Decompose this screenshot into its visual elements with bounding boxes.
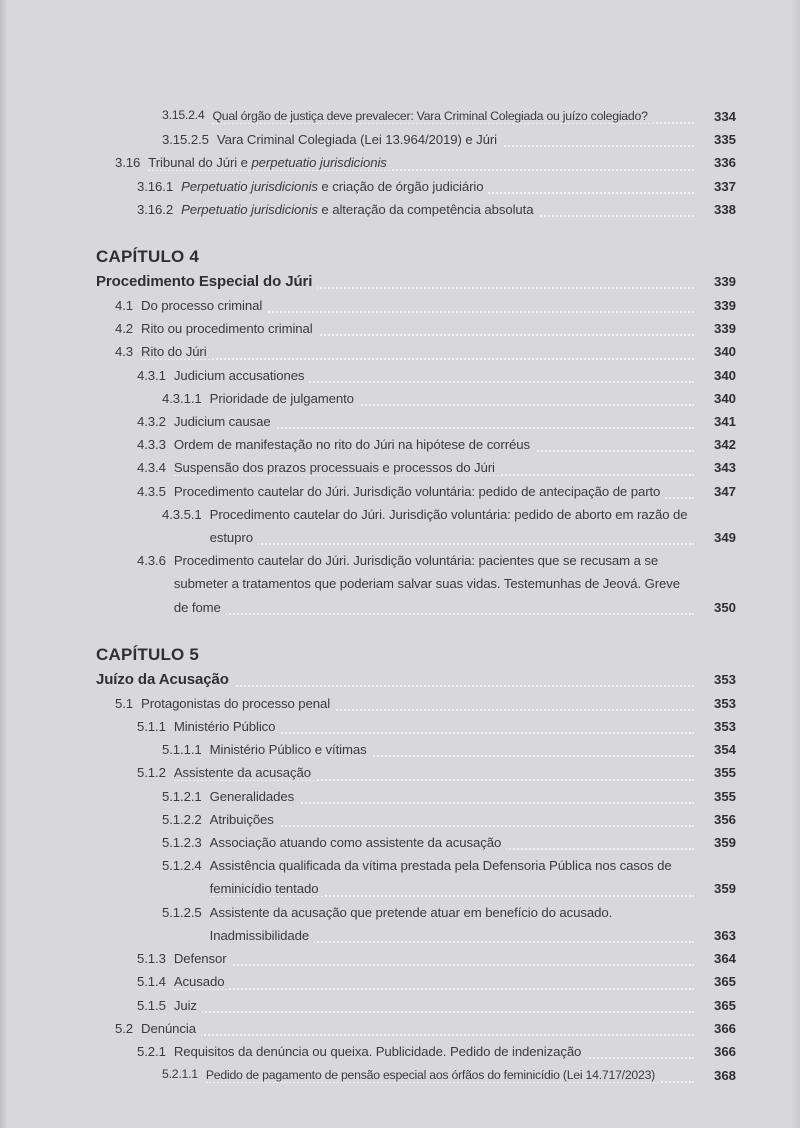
dot-leader xyxy=(174,988,694,990)
toc-entry xyxy=(96,104,736,128)
toc-entry xyxy=(96,947,736,970)
entry-text xyxy=(181,198,694,221)
page-number: 355 xyxy=(713,765,736,781)
toc-entry xyxy=(96,151,736,174)
entry-text-label: Perpetuatio jurisdicionis e criação de órgão judiciário xyxy=(181,179,488,194)
entry-text xyxy=(210,503,694,549)
page-number: 356 xyxy=(713,811,736,827)
page-number: 365 xyxy=(713,974,736,990)
dot-leader xyxy=(174,964,694,966)
entry-text xyxy=(174,761,694,784)
entry-text-label: Juízo da Acusação xyxy=(96,671,234,688)
entry-text xyxy=(174,433,694,456)
page-number: 353 xyxy=(713,671,736,687)
page-number: 364 xyxy=(713,951,736,967)
toc-entry xyxy=(96,480,736,503)
entry-number: 4.3 xyxy=(115,344,134,360)
entry-number: 5.1 xyxy=(115,695,134,711)
entry-text-label: Perpetuatio jurisdicionis e alteração da competência absoluta xyxy=(181,202,538,217)
entry-text-label: Do processo criminal xyxy=(141,298,267,313)
dot-leader xyxy=(174,1011,694,1013)
entry-text-label: Ministério Público e vítimas xyxy=(210,742,372,757)
toc-entry xyxy=(96,785,736,808)
page-edge-right xyxy=(791,0,800,1128)
entry-text xyxy=(141,340,694,363)
entry-text-label: Denúncia xyxy=(141,1021,201,1036)
entry-text-label: Assistência qualificada da vítima prestada pela Defensoria Pública nos casos de feminicídio tentado xyxy=(210,858,677,896)
entry-number: 5.1.1 xyxy=(137,719,166,735)
entry-text-label: Suspensão dos prazos processuais e processos do Júri xyxy=(174,460,500,475)
page-number: 365 xyxy=(713,997,736,1013)
toc-entry xyxy=(96,1017,736,1040)
entry-text-label: Generalidades xyxy=(210,789,299,804)
entry-text xyxy=(174,947,694,970)
page-number: 354 xyxy=(713,742,736,758)
entry-text xyxy=(210,831,694,854)
toc-entry xyxy=(96,1063,736,1087)
page-number: 359 xyxy=(713,881,736,897)
page-number: 347 xyxy=(713,483,736,499)
page-number: 340 xyxy=(713,367,736,383)
entry-text-label: Associação atuando como assistente da acusação xyxy=(210,835,507,850)
page-number: 363 xyxy=(713,927,736,943)
chapter-title xyxy=(96,667,736,692)
entry-text-label: Rito ou procedimento criminal xyxy=(141,321,318,336)
entry-number: 3.16.2 xyxy=(137,201,174,217)
page-number: 337 xyxy=(713,178,736,194)
entry-number: 3.15.2.5 xyxy=(162,132,209,148)
entry-text xyxy=(210,738,694,761)
entry-text xyxy=(174,410,694,433)
dot-leader xyxy=(174,613,694,615)
entry-text-label: Procedimento cautelar do Júri. Jurisdição voluntária: pacientes que se recusam a se submeter a tratamentos que poderiam salvar suas vidas. Testemunhas de Jeová. Greve de fome xyxy=(174,553,685,614)
entry-number: 3.15.2.4 xyxy=(162,108,205,122)
toc-entry xyxy=(96,854,736,900)
toc-entry xyxy=(96,503,736,549)
entry-text xyxy=(141,317,694,340)
page-number: 355 xyxy=(713,788,736,804)
chapter-title xyxy=(96,269,736,294)
entry-text xyxy=(96,667,694,692)
entry-text xyxy=(210,854,694,900)
entry-number: 4.3.3 xyxy=(137,437,166,453)
entry-text-label: Procedimento Especial do Júri xyxy=(96,273,317,290)
toc-entry xyxy=(96,761,736,784)
entry-text xyxy=(181,175,694,198)
entry-number: 5.1.3 xyxy=(137,951,166,967)
page-number: 339 xyxy=(713,274,736,290)
entry-text-label: Prioridade de julgamento xyxy=(210,391,359,406)
entry-text-label: Tribunal do Júri e perpetuatio jurisdicionis xyxy=(148,155,391,170)
entry-number: 5.1.2.4 xyxy=(162,858,202,874)
entry-text xyxy=(206,1063,694,1087)
entry-text xyxy=(174,994,694,1017)
entry-text xyxy=(217,128,694,151)
entry-number: 4.3.1.1 xyxy=(162,390,202,406)
entry-text xyxy=(210,785,694,808)
entry-text xyxy=(174,1040,694,1063)
page-number: 368 xyxy=(713,1068,736,1084)
toc-list xyxy=(96,104,736,1087)
entry-text-label: Judicium causae xyxy=(174,414,276,429)
entry-text-label: Vara Criminal Colegiada (Lei 13.964/2019) e Júri xyxy=(217,132,502,147)
entry-text xyxy=(96,269,694,294)
page-number: 366 xyxy=(713,1043,736,1059)
toc-entry xyxy=(96,198,736,221)
page-number: 340 xyxy=(713,344,736,360)
entry-text-label: Procedimento cautelar do Júri. Jurisdição voluntária: pedido de antecipação de parto xyxy=(174,484,665,499)
entry-number: 3.16.1 xyxy=(137,178,174,194)
page-number: 353 xyxy=(713,719,736,735)
entry-text xyxy=(148,151,694,174)
entry-number: 5.1.2.2 xyxy=(162,811,202,827)
page-number: 349 xyxy=(713,530,736,546)
page-number: 338 xyxy=(713,201,736,217)
toc-entry xyxy=(96,175,736,198)
entry-text xyxy=(174,456,694,479)
toc-entry xyxy=(96,901,736,947)
entry-number: 5.2.1.1 xyxy=(162,1067,198,1082)
toc-entry xyxy=(96,808,736,831)
entry-text-label: Assistente da acusação xyxy=(174,765,316,780)
entry-text xyxy=(174,715,694,738)
dot-leader xyxy=(210,825,694,827)
entry-text-label: Judicium accusationes xyxy=(174,368,310,383)
entry-number: 5.1.2.1 xyxy=(162,788,202,804)
page-number: 340 xyxy=(713,390,736,406)
page-number: 366 xyxy=(713,1020,736,1036)
entry-number: 3.16 xyxy=(115,155,141,171)
entry-number: 5.1.1.1 xyxy=(162,742,202,758)
entry-number: 5.2.1 xyxy=(137,1043,166,1059)
toc-entry xyxy=(96,831,736,854)
entry-text xyxy=(141,692,694,715)
toc-entry xyxy=(96,549,736,619)
toc-entry xyxy=(96,715,736,738)
page-number: 343 xyxy=(713,460,736,476)
entry-number: 4.3.5.1 xyxy=(162,506,202,522)
toc-entry xyxy=(96,433,736,456)
entry-text-label: Requisitos da denúncia ou queixa. Publicidade. Pedido de indenização xyxy=(174,1044,586,1059)
page-number: 342 xyxy=(713,437,736,453)
toc-entry xyxy=(96,364,736,387)
entry-text-label: Juiz xyxy=(174,998,202,1013)
entry-text-label: Rito do Júri xyxy=(141,344,212,359)
page-number: 336 xyxy=(713,155,736,171)
entry-number: 4.3.4 xyxy=(137,460,166,476)
toc-entry xyxy=(96,340,736,363)
entry-number: 4.1 xyxy=(115,298,134,314)
toc-entry xyxy=(96,410,736,433)
entry-number: 5.1.4 xyxy=(137,974,166,990)
toc-entry xyxy=(96,294,736,317)
dot-leader xyxy=(210,543,694,545)
page-number: 359 xyxy=(713,835,736,851)
entry-number: 4.3.1 xyxy=(137,367,166,383)
entry-text-label: Pedido de pagamento de pensão especial aos órfãos do feminicídio (Lei 14.717/2023) xyxy=(206,1068,660,1082)
entry-text-label: Ministério Público xyxy=(174,719,281,734)
entry-text-label: Procedimento cautelar do Júri. Jurisdição voluntária: pedido de aborto em razão de estupro xyxy=(210,507,693,545)
toc-entry xyxy=(96,387,736,410)
entry-text xyxy=(174,970,694,993)
toc-entry xyxy=(96,1040,736,1063)
page-number: 335 xyxy=(713,132,736,148)
dot-leader xyxy=(141,1034,694,1036)
chapter-heading: CAPÍTULO 4 xyxy=(96,247,200,267)
entry-number: 5.2 xyxy=(115,1020,134,1036)
entry-text-label: Protagonistas do processo penal xyxy=(141,696,335,711)
page-number: 334 xyxy=(713,109,736,124)
chapter-heading: CAPÍTULO 5 xyxy=(96,644,200,664)
toc-entry xyxy=(96,738,736,761)
entry-text-label: Assistente da acusação que pretende atuar em benefício do acusado. Inadmissibilidade xyxy=(210,905,618,943)
entry-text xyxy=(210,901,694,947)
toc-entry xyxy=(96,317,736,340)
page-number: 339 xyxy=(713,321,736,337)
toc-entry xyxy=(96,456,736,479)
entry-text-label: Qual órgão de justiça deve prevalecer: Vara Criminal Colegiada ou juízo colegiado? xyxy=(212,109,652,123)
page-number: 353 xyxy=(713,695,736,711)
entry-text-label: Defensor xyxy=(174,951,232,966)
entry-number: 4.3.2 xyxy=(137,414,166,430)
entry-number: 4.3.5 xyxy=(137,483,166,499)
entry-text xyxy=(141,294,694,317)
toc-entry xyxy=(96,128,736,151)
entry-number: 4.3.6 xyxy=(137,553,166,569)
page-edge-left xyxy=(0,0,7,1128)
entry-number: 5.1.2.5 xyxy=(162,904,202,920)
entry-text xyxy=(210,387,694,410)
toc-entry xyxy=(96,994,736,1017)
entry-text xyxy=(174,549,694,619)
dot-leader xyxy=(141,358,694,360)
entry-text-label: Acusado xyxy=(174,974,230,989)
entry-text xyxy=(174,364,694,387)
entry-number: 5.1.2.3 xyxy=(162,835,202,851)
toc-entry xyxy=(96,692,736,715)
entry-text-label: Ordem de manifestação no rito do Júri na hipótese de corréus xyxy=(174,437,535,452)
entry-number: 5.1.5 xyxy=(137,997,166,1013)
page-number: 350 xyxy=(713,599,736,615)
entry-text xyxy=(212,104,694,128)
entry-text xyxy=(141,1017,694,1040)
entry-text xyxy=(210,808,694,831)
entry-number: 4.2 xyxy=(115,321,134,337)
entry-number: 5.1.2 xyxy=(137,765,166,781)
page-number: 341 xyxy=(713,414,736,430)
page-number: 339 xyxy=(713,298,736,314)
toc-entry xyxy=(96,970,736,993)
entry-text-label: Atribuições xyxy=(210,812,279,827)
entry-text xyxy=(174,480,694,503)
